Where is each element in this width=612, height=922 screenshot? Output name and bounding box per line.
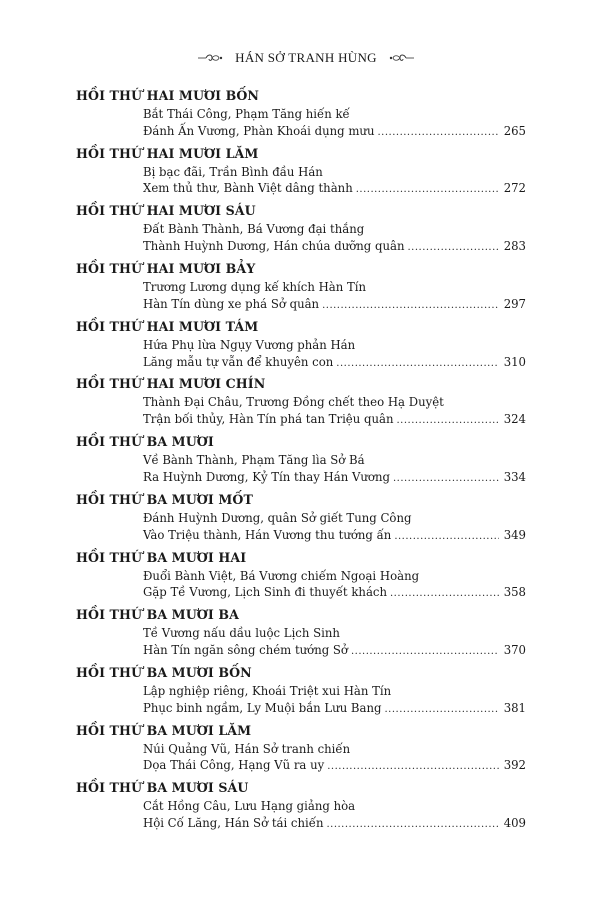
page-number: 324 — [503, 412, 526, 427]
page-number: 272 — [503, 181, 526, 196]
chapter-title: HỒI THỨ HAI MƯƠI LĂM — [76, 145, 259, 161]
chapter-title: HỒI THỨ BA MƯƠI BA — [76, 607, 239, 623]
toc-entry[interactable] — [76, 550, 526, 608]
chapter-subtitle-line: Đuổi Bành Việt, Bá Vương chiếm Ngoại Hoàng — [143, 568, 420, 583]
toc-entry[interactable] — [76, 88, 526, 146]
dot-leader — [356, 182, 499, 198]
chapter-subtitle-line: Thành Huỳnh Dương, Hán chúa dưỡng quân ..... 283 — [143, 238, 526, 255]
toc-entry[interactable] — [76, 319, 526, 377]
dot-leader — [322, 298, 499, 314]
chapter-subtitle-line: Ra Huỳnh Dương, Kỷ Tín thay Hán Vương ..... 334 — [143, 469, 526, 486]
chapter-subtitle-line: Hội Cố Lăng, Hán Sở tái chiến ..... 409 — [143, 815, 526, 832]
page-number: 297 — [503, 296, 526, 311]
chapter-subtitle-line: Hứa Phụ lừa Ngụy Vương phản Hán — [143, 337, 356, 352]
page-number: 409 — [503, 816, 526, 831]
chapter-title: HỒI THỨ HAI MƯƠI BẢY — [76, 261, 256, 277]
chapter-subtitle-line: Hàn Tín dùng xe phá Sở quân ..... 297 — [143, 296, 526, 313]
chapter-subtitle-line: Trương Lương dụng kế khích Hàn Tín — [143, 280, 367, 295]
running-header — [0, 50, 612, 66]
toc-entry[interactable] — [76, 203, 526, 261]
dot-leader — [327, 759, 499, 775]
chapter-subtitle-line: Vào Triệu thành, Hán Vương thu tướng ấn ..... 349 — [143, 527, 526, 544]
dot-leader — [390, 586, 499, 602]
toc-entry[interactable] — [76, 780, 526, 838]
chapter-subtitle-line: Núi Quảng Vũ, Hán Sở tranh chiến — [143, 741, 351, 756]
chapter-title: HỒI THỨ HAI MƯƠI BỐN — [76, 88, 260, 103]
book-title: HÁN SỞ TRANH HÙNG — [235, 50, 377, 65]
chapter-subtitle-line: Tề Vương nấu dầu luộc Lịch Sinh — [143, 626, 340, 641]
toc-entry[interactable] — [76, 146, 526, 204]
page-number: 334 — [503, 469, 526, 484]
chapter-title: HỒI THỨ HAI MƯƠI CHÍN — [76, 376, 266, 392]
chapter-subtitle-line: Cắt Hồng Câu, Lưu Hạng giảng hòa — [143, 799, 356, 814]
dot-leader — [378, 125, 500, 141]
chapter-subtitle-line: Bị bạc đãi, Trần Bình đầu Hán — [143, 164, 323, 179]
toc-entry[interactable] — [76, 607, 526, 665]
dot-leader — [385, 702, 500, 718]
chapter-subtitle-line: Phục binh ngầm, Ly Muội bắn Lưu Bang ..... 381 — [143, 700, 526, 717]
page-number: 392 — [503, 758, 526, 773]
chapter-subtitle-line: Trận bối thủy, Hàn Tín phá tan Triệu quân ..... 324 — [143, 411, 526, 428]
dot-leader — [396, 413, 499, 429]
dot-leader — [408, 240, 500, 256]
dot-leader — [326, 817, 499, 833]
chapter-title: HỒI THỨ BA MƯƠI SÁU — [76, 780, 249, 796]
chapter-title: HỒI THỨ BA MƯƠI — [76, 434, 214, 450]
page-number: 370 — [503, 642, 526, 657]
chapter-subtitle-line: Bắt Thái Công, Phạm Tăng hiến kế — [143, 107, 350, 121]
page-number: 358 — [503, 585, 526, 600]
chapter-subtitle-line: Hàn Tín ngăn sông chém tướng Sở ..... 370 — [143, 642, 526, 659]
page-number: 265 — [503, 123, 526, 138]
chapter-subtitle-line: Về Bành Thành, Phạm Tăng lìa Sở Bá — [143, 453, 365, 468]
left-ornament-icon — [197, 52, 223, 64]
toc-entry[interactable] — [76, 261, 526, 319]
toc-entry[interactable] — [76, 665, 526, 723]
chapter-subtitle-line: Xem thủ thư, Bành Việt dâng thành ..... 272 — [143, 180, 526, 197]
chapter-title: HỒI THỨ BA MƯƠI HAI — [76, 549, 247, 565]
chapter-subtitle-line: Dọa Thái Công, Hạng Vũ ra uy ..... 392 — [143, 757, 526, 774]
chapter-subtitle-line: Thành Đại Châu, Trương Đồng chết theo Hạ Duyệt — [143, 395, 444, 410]
chapter-subtitle-line: Gặp Tề Vương, Lịch Sinh đi thuyết khách ..... 358 — [143, 584, 526, 601]
chapter-subtitle-line: Đất Bành Thành, Bá Vương đại thắng — [143, 222, 365, 237]
page-number: 349 — [503, 527, 526, 542]
dot-leader — [393, 471, 499, 487]
dot-leader — [394, 529, 499, 545]
chapter-subtitle-line: Lăng mẫu tự vẫn để khuyên con ..... 310 — [143, 354, 526, 371]
toc-entry[interactable] — [76, 376, 526, 434]
dot-leader — [351, 644, 499, 660]
chapter-title: HỒI THỨ HAI MƯƠI TÁM — [76, 318, 259, 334]
chapter-title: HỒI THỨ BA MƯƠI LĂM — [76, 722, 252, 738]
chapter-subtitle-line: Đánh Ấn Vương, Phàn Khoái dụng mưu ..... 265 — [143, 123, 526, 140]
chapter-subtitle-line: Lập nghiệp riêng, Khoái Triệt xui Hàn Tín — [143, 683, 392, 698]
toc-entry[interactable] — [76, 492, 526, 550]
toc-entry[interactable] — [76, 723, 526, 781]
page-number: 310 — [503, 354, 526, 369]
chapter-title: HỒI THỨ BA MƯƠI BỐN — [76, 664, 252, 680]
toc-entry[interactable] — [76, 434, 526, 492]
chapter-subtitle-line: Đánh Huỳnh Dương, quân Sở giết Tung Công — [143, 510, 412, 525]
page-number: 381 — [503, 700, 526, 715]
right-ornament-icon — [389, 52, 415, 64]
chapter-title: HỒI THỨ HAI MƯƠI SÁU — [76, 203, 256, 219]
dot-leader — [336, 356, 499, 372]
chapter-title: HỒI THỨ BA MƯƠI MỐT — [76, 491, 253, 507]
table-of-contents — [76, 88, 526, 838]
page-number: 283 — [503, 239, 526, 254]
